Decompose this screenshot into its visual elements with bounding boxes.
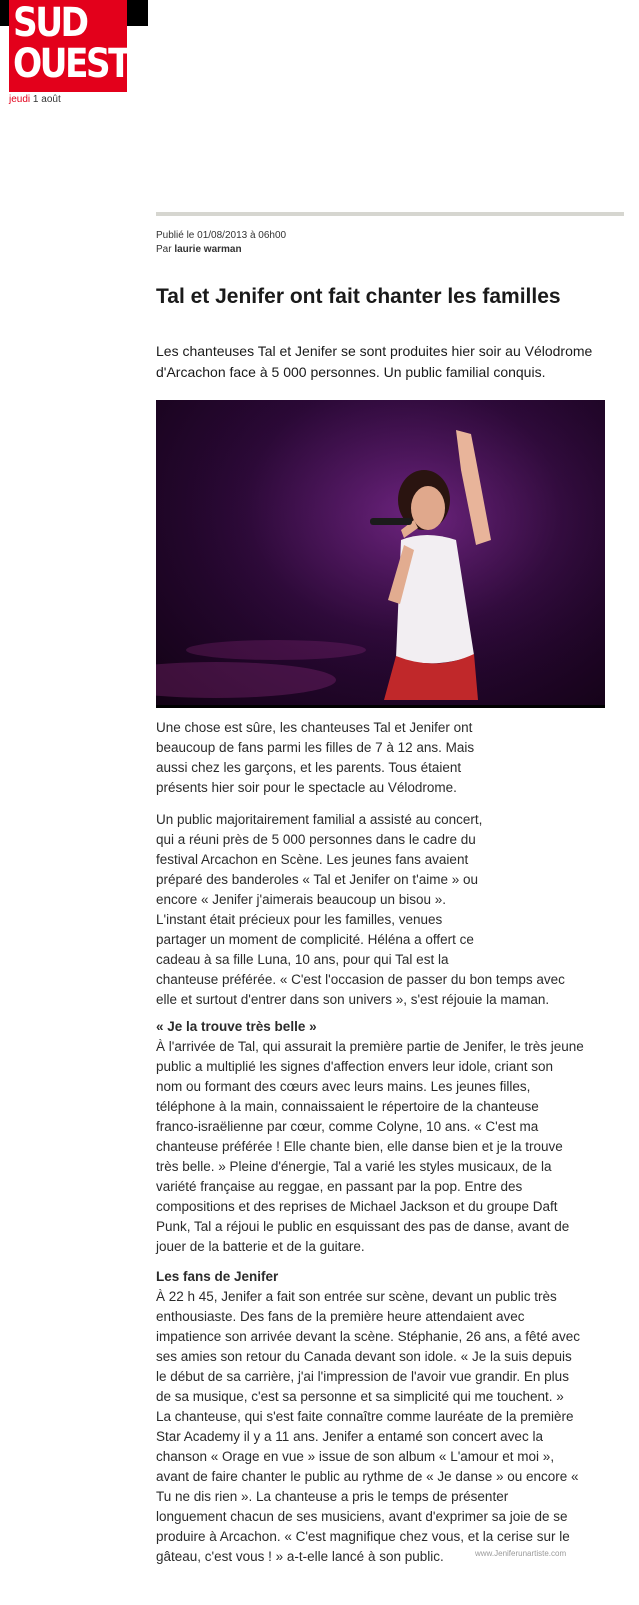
singer-illustration: [156, 400, 605, 702]
text-line: Punk, Tal a réjoui le public en esquissant des pas de danse, avant de: [156, 1219, 570, 1234]
article-meta: [156, 229, 286, 257]
paragraph-1: [156, 718, 501, 798]
author-name[interactable]: laurie warman: [174, 244, 242, 255]
logo-line-1: SUD: [13, 0, 87, 46]
issue-date: [9, 94, 61, 105]
text-line: chanteuse préférée. « C'est l'occasion de passer du bon temps avec: [156, 972, 565, 987]
text-line: À 22 h 45, Jenifer a fait son entrée sur scène, devant un public très: [156, 1289, 557, 1304]
text-line: gâteau, c'est vous ! » a-t-elle lancé à son public.: [156, 1549, 444, 1564]
paragraph-3: [156, 1037, 606, 1257]
paragraph-2: [156, 810, 606, 1010]
text-line: impatience son arrivée devant la scène. Stéphanie, 26 ans, a fêté avec: [156, 1329, 581, 1344]
text-line: préparé des banderoles « Tal et Jenifer on t'aime » ou: [156, 872, 479, 887]
text-line: franco-israëlienne par cœur, comme Colyne, 10 ans. « C'est ma: [156, 1119, 539, 1134]
subheading-1: « Je la trouve très belle »: [156, 1019, 317, 1034]
text-line: L'instant était précieux pour les familles, venues: [156, 912, 443, 927]
text-line: Un public majoritairement familial a assisté au concert,: [156, 812, 483, 827]
text-line: très belle. » Pleine d'énergie, Tal a varié les styles musicaux, de la: [156, 1159, 552, 1174]
text-line: chanteuse préférée ! Elle chante bien, elle danse bien et je la trouve: [156, 1139, 563, 1154]
text-line: compositions et des reprises de Michael Jackson et du groupe Daft: [156, 1199, 558, 1214]
text-line: enthousiaste. Des fans de la première heure attendaient avec: [156, 1309, 525, 1324]
text-line: cadeau à sa fille Luna, 10 ans, pour qui Tal est la: [156, 952, 449, 967]
text-line: Une chose est sûre, les chanteuses Tal et Jenifer ont: [156, 720, 473, 735]
watermark: www.Jeniferunartiste.com: [475, 1549, 567, 1558]
text-line: La chanteuse, qui s'est faite connaître comme lauréate de la première: [156, 1409, 574, 1424]
concert-photo: [156, 400, 605, 708]
article-lede: Les chanteuses Tal et Jenifer se sont produites hier soir au Vélodrome d'Arcachon face à 5 000 personnes. Un public familial conquis.: [156, 343, 593, 380]
issue-day: jeudi: [9, 94, 31, 105]
text-line: qui a réuni près de 5 000 personnes dans le cadre du: [156, 832, 476, 847]
text-line: chanson « Orage en vue » issue de son album « L'amour et moi »,: [156, 1449, 555, 1464]
text-line: public a multiplié les signes d'affection envers leur idole, criant son: [156, 1059, 554, 1074]
text-line: Star Academy il y a 11 ans. Jenifer a entamé son concert avec la: [156, 1429, 543, 1444]
text-line: de sa musique, c'est sa personne et sa simplicité qui me touchent. »: [156, 1389, 564, 1404]
text-line: À l'arrivée de Tal, qui assurait la première partie de Jenifer, le très jeune: [156, 1039, 584, 1054]
text-line: produire à Arcachon. « C'est magnifique chez vous, et la cerise sur le: [156, 1529, 570, 1544]
text-line: variété française au reggae, en passant par la pop. Entre des: [156, 1179, 523, 1194]
text-line: avant de faire chanter le public au rythme de « Je danse » ou encore «: [156, 1469, 579, 1484]
text-line: téléphone à la main, connaissaient le répertoire de la chanteuse: [156, 1099, 539, 1114]
byline: [156, 243, 286, 257]
article-title: Tal et Jenifer ont fait chanter les familles: [156, 285, 561, 308]
text-line: nom ou formant des cœurs avec leurs mains. Les jeunes filles,: [156, 1079, 531, 1094]
text-line: jouer de la batterie et de la guitare.: [156, 1239, 365, 1254]
text-line: présents hier soir pour le spectacle au Vélodrome.: [156, 780, 457, 795]
text-line: partager un moment de complicité. Héléna a offert ce: [156, 932, 474, 947]
text-line: ses amies son retour du Canada devant son idole. « Je la suis depuis: [156, 1349, 572, 1364]
text-line: festival Arcachon en Scène. Les jeunes fans avaient: [156, 852, 469, 867]
published-date: Publié le 01/08/2013 à 06h00: [156, 230, 287, 241]
sud-ouest-logo[interactable]: [9, 0, 130, 92]
logo-line-2: OUEST: [13, 41, 130, 87]
paragraph-4: [156, 1287, 606, 1567]
text-line: le début de sa carrière, j'ai l'impression de l'avoir vue grandir. En plus: [156, 1369, 569, 1384]
text-line: beaucoup de fans parmi les filles de 7 à 12 ans. Mais: [156, 740, 475, 755]
text-line: longuement chacun de ses musiciens, avant d'exprimer sa joie de se: [156, 1509, 568, 1524]
text-line: elle et surtout d'entrer dans son univers », s'est réjouie la maman.: [156, 992, 550, 1007]
issue-date-rest: 1 août: [30, 94, 61, 105]
subheading-2: Les fans de Jenifer: [156, 1269, 279, 1284]
text-line: encore « Jenifer j'aimerais beaucoup un bisou ».: [156, 892, 447, 907]
header-divider: [156, 212, 624, 216]
byline-prefix: Par: [156, 244, 175, 255]
text-line: Tu ne dis rien ». La chanteuse a pris le temps de présenter: [156, 1489, 509, 1504]
text-line: aussi chez les garçons, et les parents. Tous étaient: [156, 760, 462, 775]
